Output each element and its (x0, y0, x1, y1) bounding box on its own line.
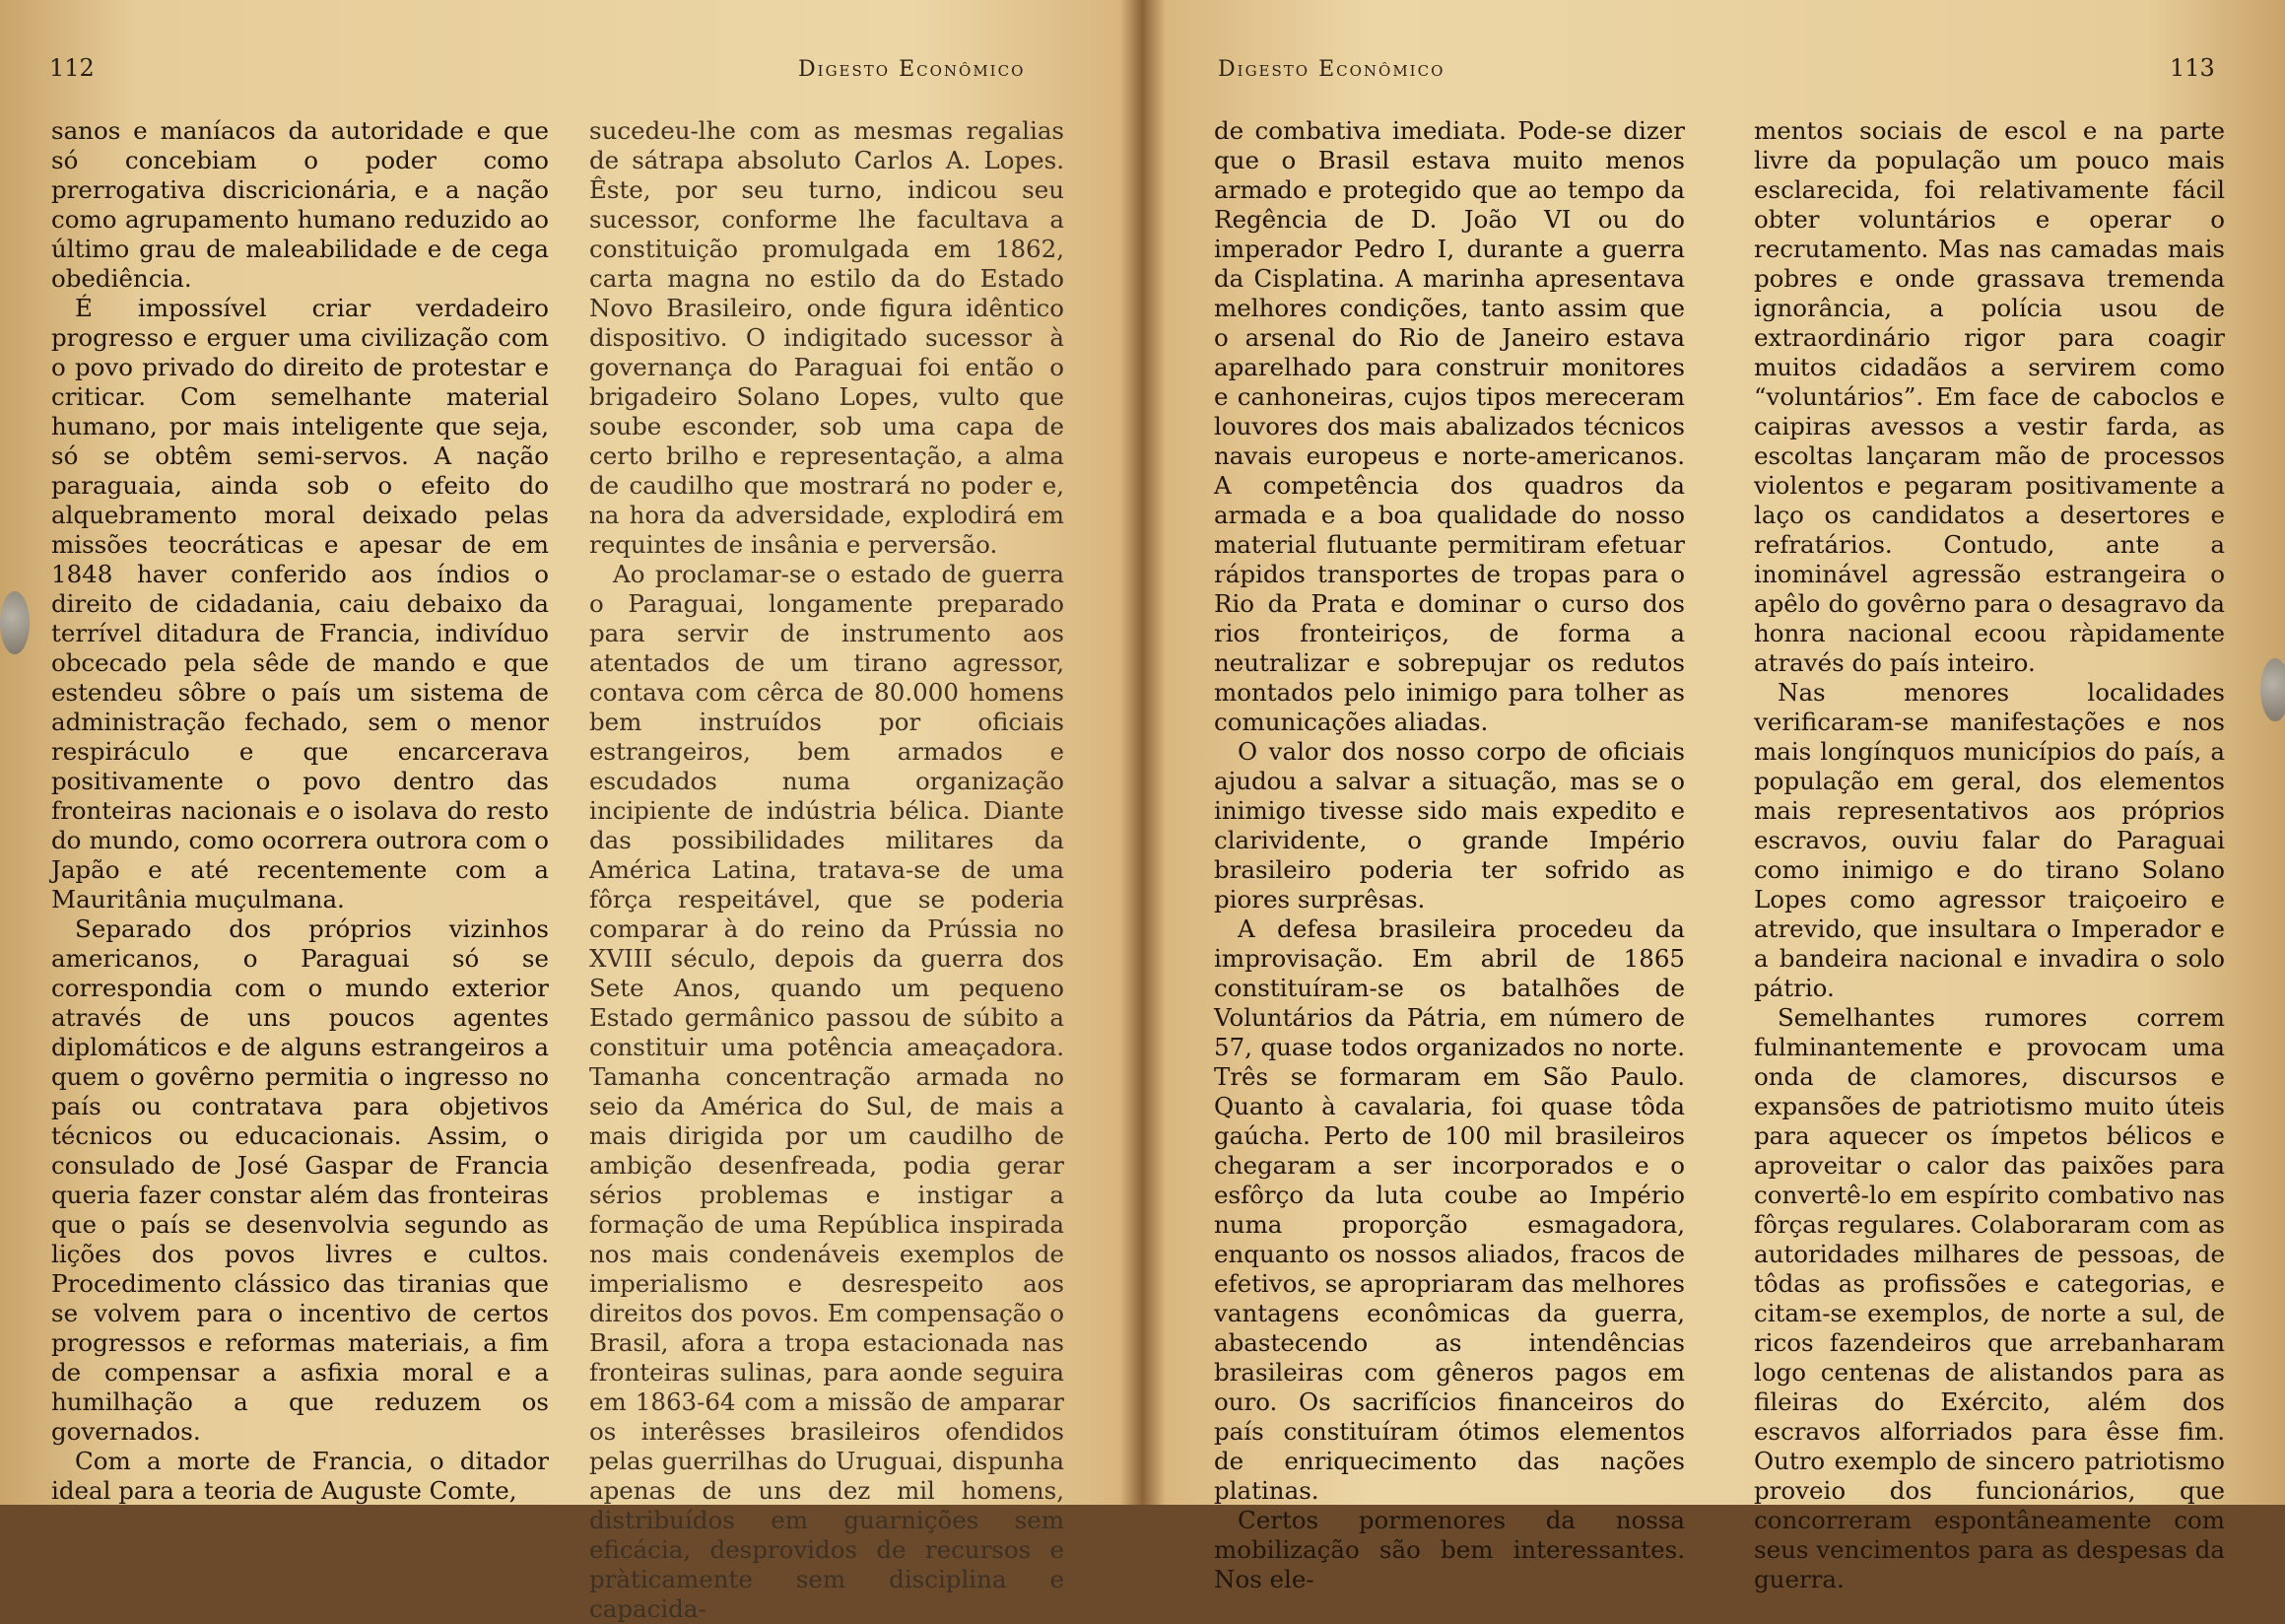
paragraph: Separado dos próprios vizinhos americanos, o Paraguai só se correspondia com o mundo exterior através de uns poucos agentes diplomáticos e de alguns estrangeiros a quem o govêrno permitia o ingresso no país ou contratava para objetivos técnicos ou educacionais. Assim, o consulado de José Gaspar de Francia queria fazer constar além das fronteiras que o país se desenvolvia segundo as lições dos povos livres e cultos. Procedimento clássico das tiranias que se volvem para o incentivo de certos progressos e reformas materiais, a fim de compensar a asfixia moral e a humilhação a que reduzem os governados. (51, 914, 549, 1446)
right-page (1153, 0, 2285, 1593)
paragraph: sanos e maníacos da autoridade e que só concebiam o poder como prerrogativa discricionária, e a nação como agrupamento humano reduzido ao último grau de maleabilidade e de cega obediência. (51, 116, 549, 293)
paragraph: A defesa brasileira procedeu da improvisação. Em abril de 1865 constituíram-se os batalhões de Voluntários da Pátria, em número de 57, quase todos organizados no norte. Três se formaram em São Paulo. Quanto à cavalaria, foi quase tôda gaúcha. Perto de 100 mil brasileiros chegaram a ser incorporados e o esfôrço da luta coube ao Império numa proporção esmagadora, enquanto os nossos aliados, fracos de efetivos, se apropriaram das melhores vantagens econômicas da guerra, abastecendo as intendências brasileiras com gêneros pagos em ouro. Os sacrifícios financeiros do país constituíram ótimos elementos de enriquecimento das nações platinas. (1214, 914, 1685, 1505)
paragraph: É impossível criar verdadeiro progresso e erguer uma civilização com o povo privado do direito de protestar e criticar. Com semelhante material humano, por mais inteligente que seja, só se obtêm semi-servos. A nação paraguaia, ainda sob o efeito do alquebramento moral deixado pelas missões teocráticas e apesar de em 1848 haver conferido aos índios o direito de cidadania, caiu debaixo da terrível ditadura de Francia, indivíduo obcecado pela sêde de mando e que estendeu sôbre o país um sistema de administração fechado, sem o menor respiráculo e que encarcerava positivamente o povo dentro das fronteiras nacionais e o isolava do resto do mundo, como ocorrera outrora com o Japão e até recentemente com a Mauritânia muçulmana. (51, 294, 549, 914)
page-number: 113 (2170, 54, 2215, 82)
paragraph: Semelhantes rumores correm fulminantemente e provocam uma onda de clamores, discursos e expansões de patriotismo muito úteis para aquecer os ímpetos bélicos e aproveitar o calor das paixões para convertê-lo em espírito combativo nas fôrças regulares. Colaboraram com as autoridades milhares de pessoas, de tôdas as profissões e categorias, e citam-se exemplos, de norte a sul, de ricos fazendeiros que arrebanharam logo centenas de alistandos para as fileiras do Exército, além dos escravos alforriados para êsse fim. Outro exemplo de sincero patriotismo proveio dos funcionários, que concorreram espontâneamente com seus vencimentos para as despesas da guerra. (1754, 1003, 2225, 1593)
left-page-column-2 (589, 116, 1064, 1624)
running-head: Digesto Econômico (1218, 57, 1445, 82)
paragraph: Ao proclamar-se o estado de guerra o Paraguai, longamente preparado para servir de instrumento aos atentados de um tirano agressor, contava com cêrca de 80.000 homens bem instruídos por oficiais estrangeiros, bem armados e escudados numa organização incipiente de indústria bélica. Diante das possibilidades militares da América Latina, tratava-se de uma fôrça respeitável, que se poderia comparar à do reino da Prússia no XVIII século, depois da guerra dos Sete Anos, quando um pequeno Estado germânico passou de súbito a constituir uma potência ameaçadora. Tamanha concentração armada no seio da América do Sul, de mais a mais dirigida por um caudilho de ambição desenfreada, podia gerar sérios problemas e instigar a formação de uma República inspirada nos mais condenáveis exemplos de imperialismo e desrespeito aos direitos dos povos. Em compensação o Brasil, afora a tropa estacionada nas fronteiras sulinas, para aonde seguira em 1863-64 com a missão de amparar os interêsses brasileiros ofendidos pelas guerrilhas do Uruguai, dispunha apenas de uns dez mil homens, distribuídos em guarnições sem eficácia, desprovidos de recursos e pràticamente sem disciplina e capacida- (589, 560, 1064, 1623)
thumb-index-tab (0, 591, 30, 654)
paragraph: Com a morte de Francia, o ditador ideal para a teoria de Auguste Comte, (51, 1447, 549, 1505)
paragraph: mentos sociais de escol e na parte livre da população um pouco mais esclarecida, foi relativamente fácil obter voluntários e operar o recrutamento. Mas nas camadas mais pobres e onde grassava tremenda ignorância, a polícia usou de extraordinário rigor para coagir muitos cidadãos a servirem como “voluntários”. Em face de caboclos e caipiras avessos a vestir farda, as escoltas lançaram mão de processos violentos e pegaram positivamente a laço os candidatos a desertores e refratários. Contudo, ante a inominável agressão estrangeira o apêlo do govêrno para o desagravo da honra nacional ecoou ràpidamente através do país inteiro. (1754, 116, 2225, 677)
left-page-column-1 (51, 116, 549, 1506)
right-page-column-1 (1214, 116, 1685, 1594)
left-page (0, 0, 1133, 1623)
paragraph: Nas menores localidades verificaram-se manifestações e nos mais longínquos municípios do país, a população em geral, dos elementos mais representativos aos próprios escravos, ouviu falar do Paraguai como inimigo e do tirano Solano Lopes como agressor traiçoeiro e atrevido, que insultara o Imperador e a bandeira nacional e invadira o solo pátrio. (1754, 678, 2225, 1002)
paragraph: Certos pormenores da nossa mobilização são bem interessantes. Nos ele- (1214, 1506, 1685, 1593)
paragraph: sucedeu-lhe com as mesmas regalias de sátrapa absoluto Carlos A. Lopes. Êste, por seu turno, indicou seu sucessor, conforme lhe facultava a constituição promulgada em 1862, carta magna no estilo da do Estado Novo Brasileiro, onde figura idêntico dispositivo. O indigitado sucessor à governança do Paraguai foi então o brigadeiro Solano Lopes, vulto que soube esconder, sob uma capa de certo brilho e representação, a alma de caudilho que mostrará no poder e, na hora da adversidade, explodirá em requintes de insânia e perversão. (589, 116, 1064, 559)
page-number: 112 (49, 54, 95, 82)
paragraph: O valor dos nosso corpo de oficiais ajudou a salvar a situação, mas se o inimigo tivesse sido mais expedito e clarividente, o grande Império brasileiro poderia ter sofrido as piores surprêsas. (1214, 737, 1685, 914)
paragraph: de combativa imediata. Pode-se dizer que o Brasil estava muito menos armado e protegido que ao tempo da Regência de D. João VI ou do imperador Pedro I, durante a guerra da Cisplatina. A marinha apresentava melhores condições, tanto assim que o arsenal do Rio de Janeiro estava aparelhado para construir monitores e canhoneiras, cujos tipos mereceram louvores dos mais abalizados técnicos navais europeus e norte-americanos. A competência dos quadros da armada e a boa qualidade do nosso material flutuante permitiram efetuar rápidos transportes de tropas para o Rio da Prata e dominar o curso dos rios fronteiriços, de forma a neutralizar e sobrepujar os redutos montados pelo inimigo para tolher as comunicações aliadas. (1214, 116, 1685, 736)
thumb-index-tab (2260, 658, 2285, 721)
running-head: Digesto Econômico (798, 57, 1026, 82)
right-page-column-2 (1754, 116, 2225, 1594)
